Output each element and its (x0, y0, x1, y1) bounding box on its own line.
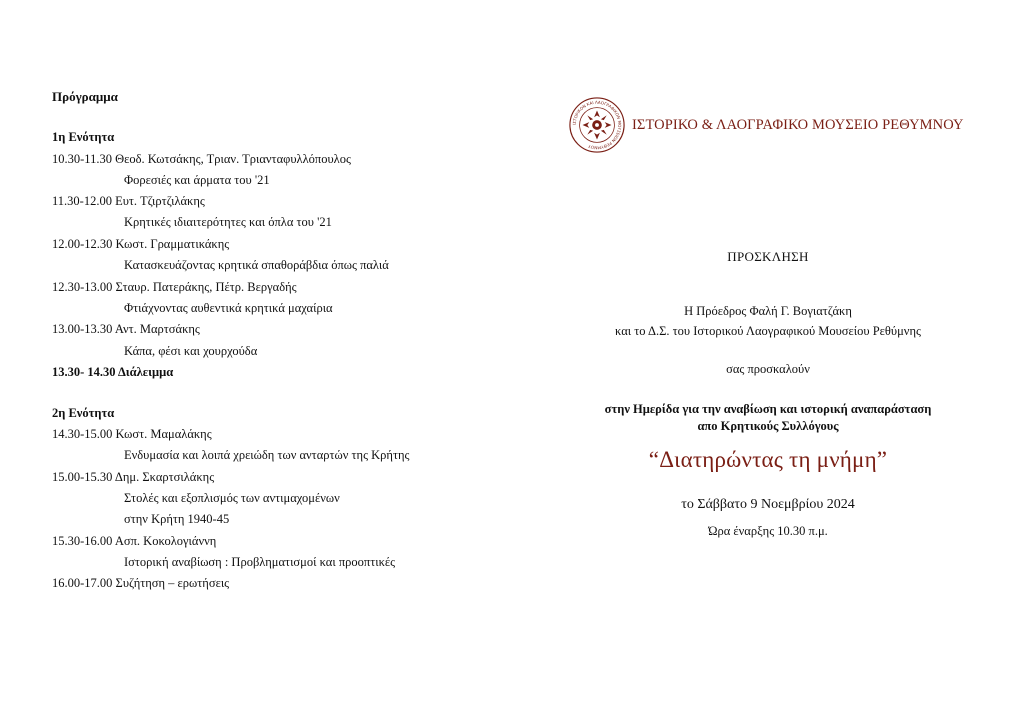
program-time-speaker: 15.30-16.00 Ασπ. Κοκολογιάννη (52, 534, 217, 548)
program-time-speaker: 16.00-17.00 Συζήτηση – ερωτήσεις (52, 576, 230, 590)
invite-line: σας προσκαλούν (726, 362, 810, 376)
program-talk-title: Ιστορική αναβίωση : Προβληματισμοί και προοπτικές (124, 555, 396, 569)
event-title: “Διατηρώντας τη μνήμη” (648, 447, 888, 472)
board-line: και το Δ.Σ. του Ιστορικού Λαογραφικού Μουσείου Ρεθύμνης (615, 324, 921, 338)
program-talk-title: Ενδυμασία και λοιπά χρειώδη των ανταρτών της Κρήτης (124, 448, 410, 462)
event-description-line-2: απο Κρητικούς Συλλόγους (697, 419, 839, 433)
event-start-time: Ώρα έναρξης 10.30 π.μ. (708, 524, 828, 538)
program-time-speaker: 10.30-11.30 Θεοδ. Κωτσάκης, Τριαν. Τριανταφυλλόπουλος (52, 152, 351, 166)
program-section-heading: 1η Ενότητα (52, 130, 115, 144)
program-talk-title: στην Κρήτη 1940-45 (124, 512, 230, 526)
program-talk-title: Φτιάχνοντας αυθεντικά κρητικά μαχαίρια (124, 301, 333, 315)
event-date: το Σάββατο 9 Νοεμβρίου 2024 (681, 497, 855, 512)
program-section-heading: 2η Ενότητα (52, 406, 115, 420)
program-time-speaker: 13.00-13.30 Αντ. Μαρτσάκης (52, 322, 200, 336)
program-title: Πρόγραμμα (52, 89, 118, 104)
program-time-speaker: 12.30-13.00 Σταυρ. Πατεράκης, Πέτρ. Βεργαδής (52, 280, 297, 294)
program-section-heading: 13.30- 14.30 Διάλειμμα (52, 365, 174, 379)
program-time-speaker: 14.30-15.00 Κωστ. Μαμαλάκης (52, 427, 212, 441)
program-talk-title: Κρητικές ιδιαιτερότητες και όπλα του '21 (124, 215, 332, 229)
museum-name: ΙΣΤΟΡΙΚΟ & ΛΑΟΓΡΑΦΙΚΟ ΜΟΥΣΕΙΟ ΡΕΘΥΜΝΟΥ (632, 116, 964, 133)
program-talk-title: Φορεσιές και άρματα του '21 (124, 173, 270, 187)
invitation-heading: ΠΡΟΣΚΛΗΣΗ (727, 249, 809, 264)
program-talk-title: Κάπα, φέσι και χουρχούδα (124, 344, 258, 358)
program-time-speaker: 12.00-12.30 Κωστ. Γραμματικάκης (52, 237, 230, 251)
museum-header (568, 96, 964, 154)
event-description-line-1: στην Ημερίδα για την αναβίωση και ιστορική αναπαράσταση (604, 402, 932, 416)
program-time-speaker: 15.00-15.30 Δημ. Σκαρτσιλάκης (52, 470, 215, 484)
program-talk-title: Κατασκευάζοντας κρητικά σπαθοράβδια όπως παλιά (124, 258, 389, 272)
program-time-speaker: 11.30-12.00 Ευτ. Τζιρτζιλάκης (52, 194, 205, 208)
museum-seal-icon (568, 96, 626, 154)
president-line: Η Πρόεδρος Φαλή Γ. Βογιατζάκη (684, 304, 852, 318)
seal-text: ΙΣΤΟΡΙΚΟΝ ΚΑΙ ΛΑΟΓΡΑΦΙΚΟΝ ΜΟΥΣΕΙΟΝ ΡΕΘΥΜΝΟΥ (571, 99, 623, 151)
program-talk-title: Στολές και εξοπλισμός των αντιμαχομένων (124, 491, 340, 505)
